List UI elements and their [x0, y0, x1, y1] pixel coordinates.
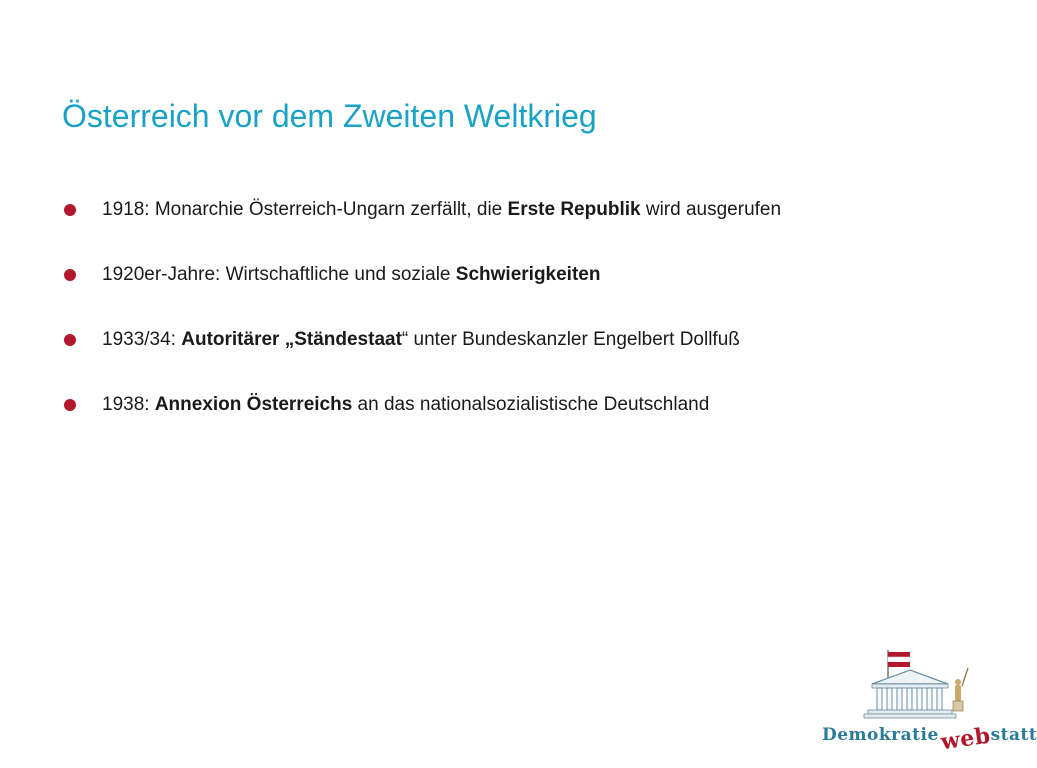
bullet-text-segment: 1938:: [102, 394, 155, 415]
bullet-dot-icon: [64, 399, 76, 411]
bullet-text: [102, 391, 709, 419]
bullet-text-segment: “ unter Bundeskanzler Engelbert Dollfuß: [401, 329, 740, 350]
logo-text-statt: statt: [990, 725, 1037, 745]
logo-text-demokratie: Demokratie: [822, 725, 939, 745]
bullet-text-segment: wird ausgerufen: [640, 199, 782, 220]
logo-text-web: web: [939, 722, 992, 756]
demokratiewebstatt-logo: [822, 646, 1037, 766]
bullet-text-segment: 1933/34:: [102, 329, 182, 350]
bullet-item: [64, 391, 781, 456]
bullet-text-emphasis: Annexion Österreichs: [154, 394, 353, 415]
bullet-item: [64, 326, 781, 391]
bullet-text-emphasis: Erste Republik: [507, 199, 641, 220]
bullet-text-segment: 1920er-Jahre: Wirtschaftliche und soziale: [102, 264, 456, 285]
logo-wordmark: [822, 720, 1037, 756]
bullet-text-emphasis: Schwierigkeiten: [455, 264, 601, 285]
bullet-dot-icon: [64, 334, 76, 346]
bullet-text: [102, 261, 600, 289]
bullet-dot-icon: [64, 204, 76, 216]
bullet-text: [102, 196, 781, 224]
parliament-building-icon: [822, 646, 1012, 726]
bullet-list: [64, 196, 781, 456]
bullet-text: [102, 326, 740, 354]
bullet-text-segment: 1918: Monarchie Österreich-Ungarn zerfällt, die: [102, 199, 508, 220]
slide-title: Österreich vor dem Zweiten Weltkrieg: [62, 98, 597, 134]
bullet-text-emphasis: Autoritärer „Ständestaat: [181, 329, 402, 350]
bullet-dot-icon: [64, 269, 76, 281]
bullet-text-segment: an das nationalsozialistische Deutschland: [352, 394, 710, 415]
bullet-item: [64, 261, 781, 326]
bullet-item: [64, 196, 781, 261]
